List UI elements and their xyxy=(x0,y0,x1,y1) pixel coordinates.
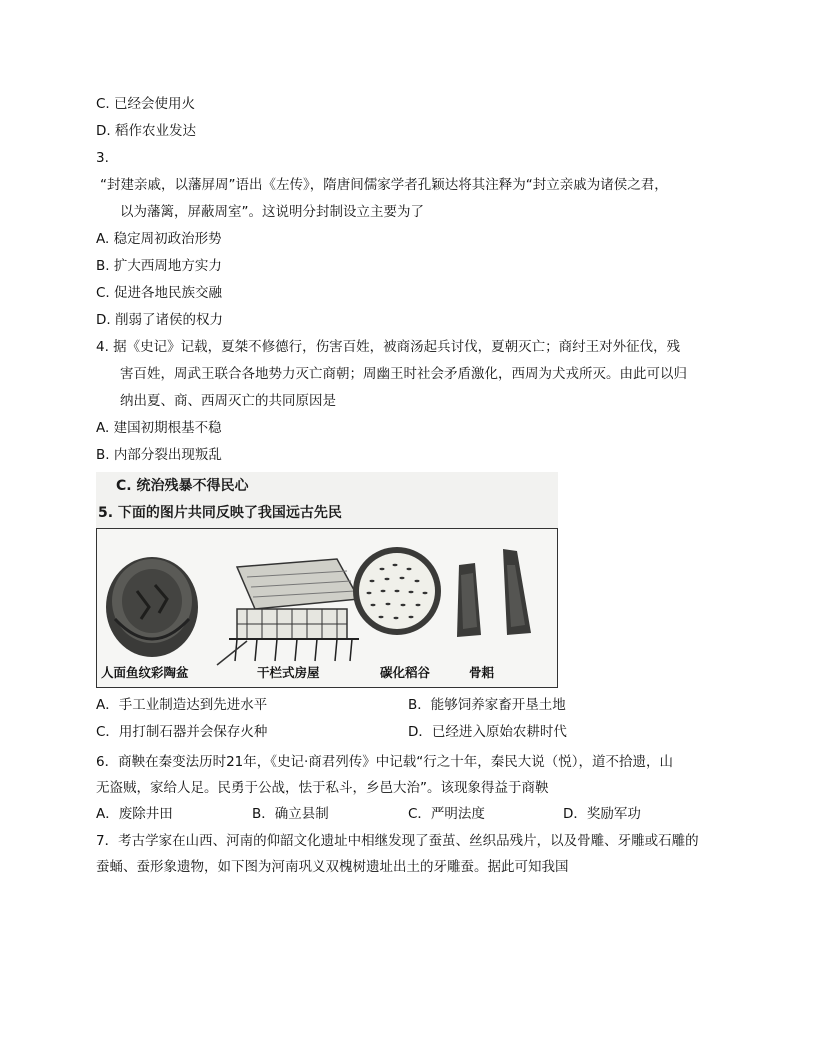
q7-stem-line2: 蚕蛹、蚕形象遗物，如下图为河南巩义双槐树遗址出土的牙雕蚕。据此可知我国 xyxy=(96,859,569,875)
q5-option-c: C．用打制石器并会保存火种 xyxy=(96,724,268,740)
q6-option-c: C．严明法度 xyxy=(408,806,485,822)
q6-option-a: A．废除井田 xyxy=(96,806,173,822)
q3-option-d: D. 削弱了诸侯的权力 xyxy=(96,312,223,328)
q6-option-d: D．奖励军功 xyxy=(563,806,641,822)
q4-stem-line2: 害百姓，周武王联合各地势力灭亡商朝；周幽王时社会矛盾激化，西周为犬戎所灭。由此可以归 xyxy=(120,366,687,382)
q2-option-d: D. 稻作农业发达 xyxy=(96,123,196,139)
q4-option-b: B. 内部分裂出现叛乱 xyxy=(96,447,222,463)
caption-bone-spade: 骨耜 xyxy=(469,665,495,680)
q5-picture-panel xyxy=(96,528,558,688)
q3-stem-line1: “封建亲戚，以藩屏周”语出《左传》，隋唐间儒家学者孔颖达将其注释为“封立亲戚为诸侯之君， xyxy=(100,177,668,193)
q6-stem-line2: 无盗贼，家给人足。民勇于公战，怯于私斗，乡邑大治”。该现象得益于商鞅 xyxy=(96,780,549,796)
q3-option-c: C. 促进各地民族交融 xyxy=(96,285,223,301)
q3-option-a: A. 稳定周初政治形势 xyxy=(96,231,222,247)
q5-option-d: D．已经进入原始农耕时代 xyxy=(408,724,567,740)
q4-stem-line1: 4. 据《史记》记载，夏桀不修德行，伤害百姓，被商汤起兵讨伐，夏朝灭亡；商纣王对外征伐，残 xyxy=(96,339,681,355)
q3-option-b: B. 扩大西周地方实力 xyxy=(96,258,222,274)
q5-option-b: B．能够饲养家畜开垦土地 xyxy=(408,697,566,713)
q4-option-a: A. 建国初期根基不稳 xyxy=(96,420,222,436)
q5-stem: 5. 下面的图片共同反映了我国远古先民 xyxy=(98,505,342,521)
q2-option-c: C. 已经会使用火 xyxy=(96,96,196,112)
bone-spade-icon xyxy=(457,549,531,637)
caption-carbonized-rice: 碳化稻谷 xyxy=(380,665,431,680)
stilt-house-icon xyxy=(217,559,359,665)
carbonized-rice-icon xyxy=(353,547,441,635)
pottery-basin-icon xyxy=(106,557,198,657)
q3-number: 3. xyxy=(96,150,109,166)
q6-stem-line1: 6．商鞅在秦变法历时21年，《史记·商君列传》中记载“行之十年，秦民大说（悦），道不拾遗，山 xyxy=(96,754,674,770)
q4-option-c: C. 统治残暴不得民心 xyxy=(116,478,249,494)
q7-stem-line1: 7．考古学家在山西、河南的仰韶文化遗址中相继发现了蚕茧、丝织品残片，以及骨雕、牙雕或石雕的 xyxy=(96,833,699,849)
q4-stem-line3: 纳出夏、商、西周灭亡的共同原因是 xyxy=(120,393,336,409)
caption-pottery-basin: 人面鱼纹彩陶盆 xyxy=(101,665,189,680)
caption-stilt-house: 干栏式房屋 xyxy=(257,665,320,680)
q3-stem-line2: 以为藩篱，屏蔽周室”。这说明分封制设立主要为了 xyxy=(120,204,424,220)
q6-option-b: B．确立县制 xyxy=(252,806,329,822)
q5-option-a: A．手工业制造达到先进水平 xyxy=(96,697,268,713)
